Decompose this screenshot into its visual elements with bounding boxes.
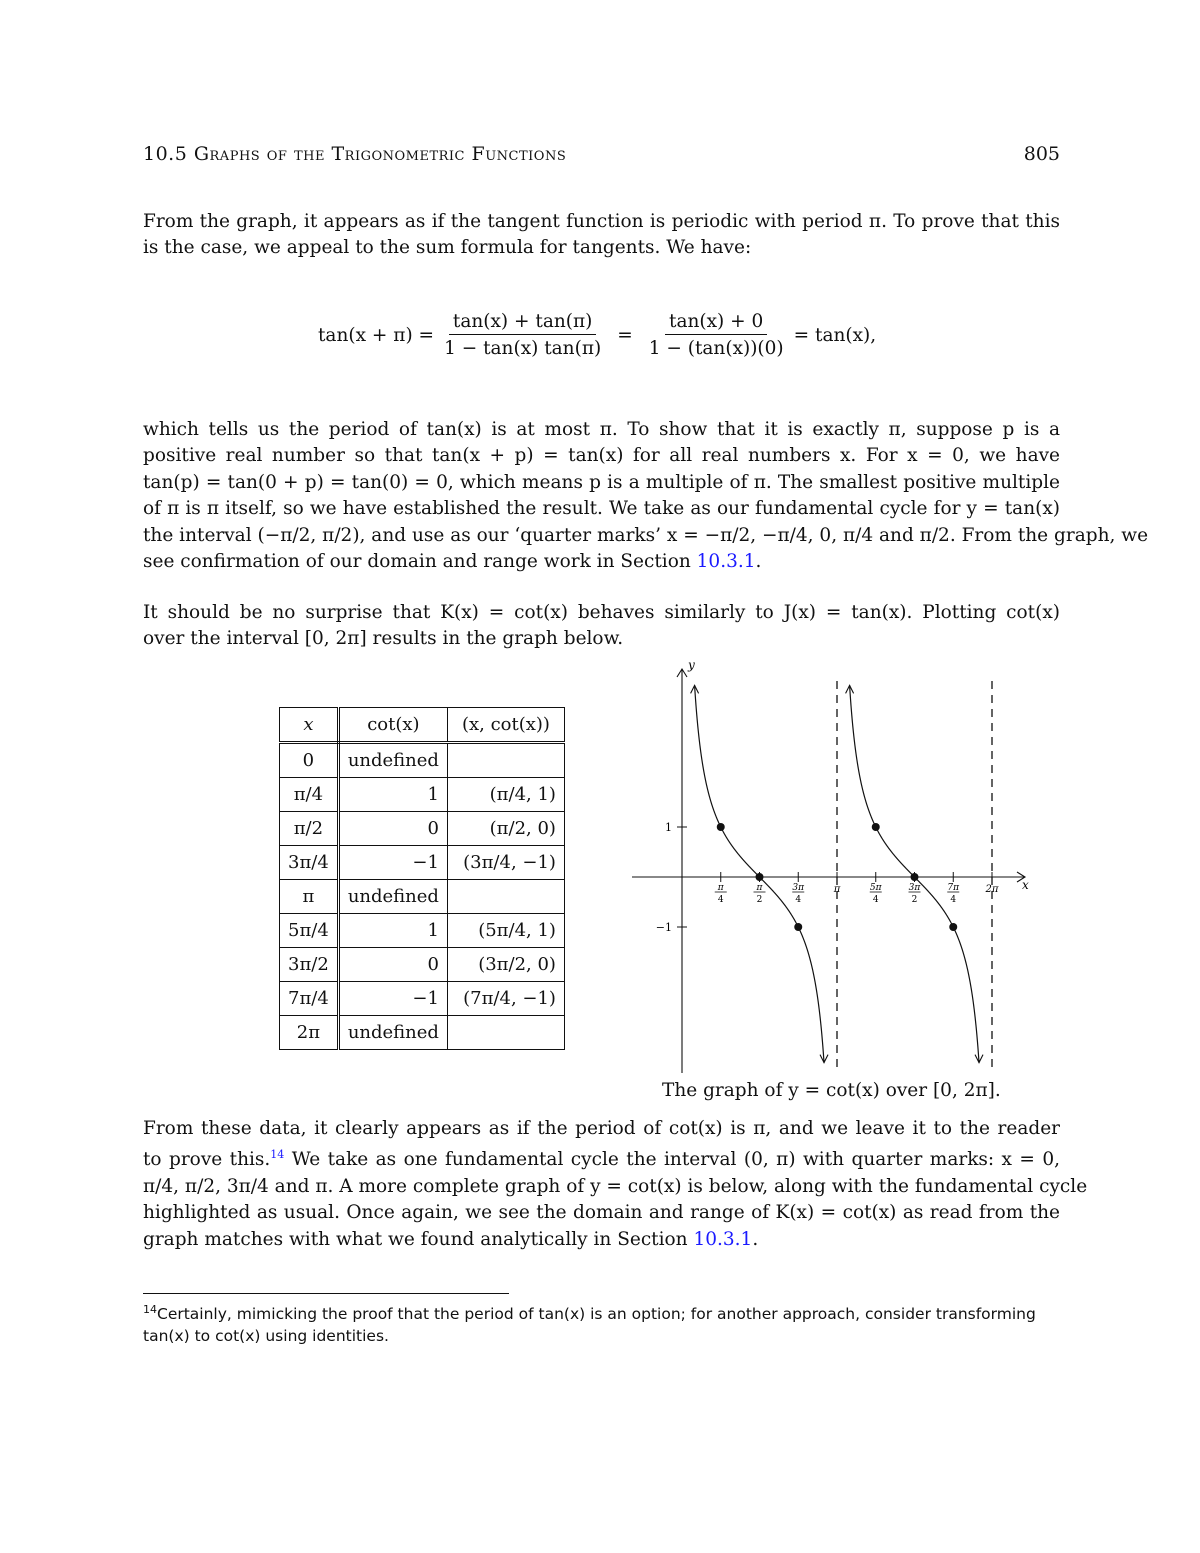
footnote-line (143, 1299, 1060, 1325)
paragraph-cotangent-period (143, 1116, 1088, 1253)
x-tick-label-numerator: 7π (947, 883, 960, 893)
y-tick-label: 1 (665, 821, 672, 834)
x-cell: 0 (280, 743, 339, 778)
cot-cell: −1 (338, 846, 447, 880)
x-tick-label-numerator: 5π (869, 883, 882, 893)
x-tick-label-denominator: 4 (872, 895, 879, 905)
point-cell (447, 880, 564, 914)
x-cell: 3π/4 (280, 846, 339, 880)
data-point (872, 823, 880, 831)
table-header-row (280, 708, 565, 743)
table-row (280, 846, 565, 880)
x-cell: 2π (280, 1016, 339, 1050)
footnote (143, 1299, 1060, 1347)
point-cell (447, 1016, 564, 1050)
equation-rhs: = tan(x), (793, 324, 877, 346)
column-header: cot(x) (338, 708, 447, 743)
text-line: over the interval [0, 2π] results in the graph below. (143, 628, 624, 650)
x-tick-label-denominator: 2 (911, 895, 918, 905)
text-line: the interval (−π/2, π/2), and use as our ‘quarter marks’ x = −π/2, −π/4, 0, π/4 and π/2. From the graph, we (143, 524, 1149, 546)
point-cell: (π/2, 0) (447, 812, 564, 846)
text-line (143, 549, 1060, 575)
running-header (143, 143, 1060, 165)
table-row (280, 880, 565, 914)
equals-sign: = (617, 324, 633, 346)
denominator: 1 − tan(x) tan(π) (444, 338, 602, 359)
text-line: From these data, it clearly appears as if the period of cot(x) is π, and we leave it to the reader (143, 1118, 1060, 1139)
table-row (280, 812, 565, 846)
text-span: to prove this. (143, 1149, 271, 1171)
denominator: 1 − (tan(x))(0) (648, 338, 784, 359)
footnote-line: tan(x) to cot(x) using identities. (143, 1327, 389, 1346)
text-line: It should be no surprise that K(x) = cot(x) behaves similarly to J(x) = tan(x). Plotting cot(x) (143, 602, 1060, 623)
table-row (280, 743, 565, 778)
x-cell: π (280, 880, 339, 914)
data-point (717, 823, 725, 831)
fraction (645, 311, 788, 359)
x-tick-label-numerator: 3π (908, 883, 921, 893)
data-point (949, 923, 957, 931)
equation-lhs: tan(x + π) = (318, 324, 435, 346)
numerator: tan(x) + tan(π) (449, 311, 596, 335)
x-cell: 3π/2 (280, 948, 339, 982)
cotangent-values-table (279, 707, 565, 1050)
column-header: (x, cot(x)) (447, 708, 564, 743)
point-cell: (7π/4, −1) (447, 982, 564, 1016)
text-span: We take as one fundamental cycle the interval (0, π) with quarter marks: x = 0, (284, 1149, 1060, 1171)
data-point (756, 873, 764, 881)
table-row (280, 1016, 565, 1050)
x-tick-label: π (833, 884, 841, 895)
cot-cell: undefined (338, 1016, 447, 1050)
fraction (440, 311, 605, 359)
text-span: . (755, 551, 762, 573)
text-span: see confirmation of our domain and range work in Section (143, 551, 697, 573)
text-line: π/4, π/2, 3π/4 and π. A more complete graph of y = cot(x) is below, along with the fundamental cycle (143, 1175, 1088, 1197)
cot-cell: 1 (338, 914, 447, 948)
paragraph-tangent-period (143, 209, 1060, 262)
point-cell: (π/4, 1) (447, 778, 564, 812)
point-cell: (3π/4, −1) (447, 846, 564, 880)
text-span: graph matches with what we found analytically in Section (143, 1228, 694, 1250)
column-header: x (280, 708, 339, 743)
table-row (280, 948, 565, 982)
text-line (143, 1227, 1060, 1253)
text-span: . (752, 1228, 759, 1250)
footnote-marker[interactable]: 14 (270, 1148, 285, 1162)
cot-cell: 1 (338, 778, 447, 812)
graph-caption: The graph of y = cot(x) over [0, 2π]. (662, 1080, 1001, 1101)
x-cell: 5π/4 (280, 914, 339, 948)
text-line (143, 1142, 1060, 1174)
point-cell (447, 743, 564, 778)
numerator: tan(x) + 0 (665, 311, 767, 335)
text-line: is the case, we appeal to the sum formula for tangents. We have: (143, 237, 752, 259)
page-number: 805 (1023, 143, 1060, 165)
text-line: which tells us the period of tan(x) is at most π. To show that it is exactly π, suppose p is a (143, 419, 1060, 440)
x-tick-label-denominator: 4 (795, 895, 802, 905)
x-tick-label-denominator: 4 (717, 895, 724, 905)
table-row (280, 914, 565, 948)
point-cell: (3π/2, 0) (447, 948, 564, 982)
y-tick-label: −1 (655, 921, 672, 934)
cot-cell: undefined (338, 743, 447, 778)
text-line: positive real number so that tan(x + p) = tan(x) for all real numbers x. For x = 0, we have (143, 445, 1060, 467)
section-link[interactable]: 10.3.1 (693, 1228, 753, 1250)
paragraph-cotangent-intro (143, 600, 1060, 653)
text-line: From the graph, it appears as if the tangent function is periodic with period π. To prove that this (143, 211, 1060, 232)
table-row (280, 778, 565, 812)
text-line: of π is π itself, so we have established the result. We take as our fundamental cycle for y = tan(x) (143, 498, 1060, 520)
data-point (911, 873, 919, 881)
y-axis-label: y (688, 658, 695, 672)
point-cell: (5π/4, 1) (447, 914, 564, 948)
x-cell: π/2 (280, 812, 339, 846)
footnote-number: 14 (143, 1303, 157, 1316)
x-tick-label: 2π (985, 884, 999, 895)
x-axis-label: x (1022, 878, 1029, 892)
cotangent-graph (620, 655, 1040, 1085)
cot-cell: undefined (338, 880, 447, 914)
data-point (794, 923, 802, 931)
text-span: Certainly, mimicking the proof that the period of tan(x) is an option; for another approach, consider transforming (157, 1305, 1036, 1324)
section-title: 10.5 Graphs of the Trigonometric Functions (143, 143, 567, 165)
cot-cell: 0 (338, 948, 447, 982)
cot-cell: −1 (338, 982, 447, 1016)
text-line: highlighted as usual. Once again, we see the domain and range of K(x) = cot(x) as read from the (143, 1202, 1060, 1224)
x-cell: 7π/4 (280, 982, 339, 1016)
x-tick-label-numerator: π (756, 883, 763, 893)
paragraph-period-proof (143, 417, 1149, 575)
footnote-rule (143, 1293, 509, 1294)
x-tick-label-denominator: 2 (756, 895, 763, 905)
text-line: tan(p) = tan(0 + p) = tan(0) = 0, which means p is a multiple of π. The smallest positive multiple (143, 471, 1060, 493)
x-tick-label-numerator: π (717, 883, 724, 893)
section-link[interactable]: 10.3.1 (696, 551, 756, 573)
x-cell: π/4 (280, 778, 339, 812)
x-tick-label-numerator: 3π (792, 883, 805, 893)
x-tick-label-denominator: 4 (950, 895, 957, 905)
cot-cell: 0 (338, 812, 447, 846)
table-row (280, 982, 565, 1016)
